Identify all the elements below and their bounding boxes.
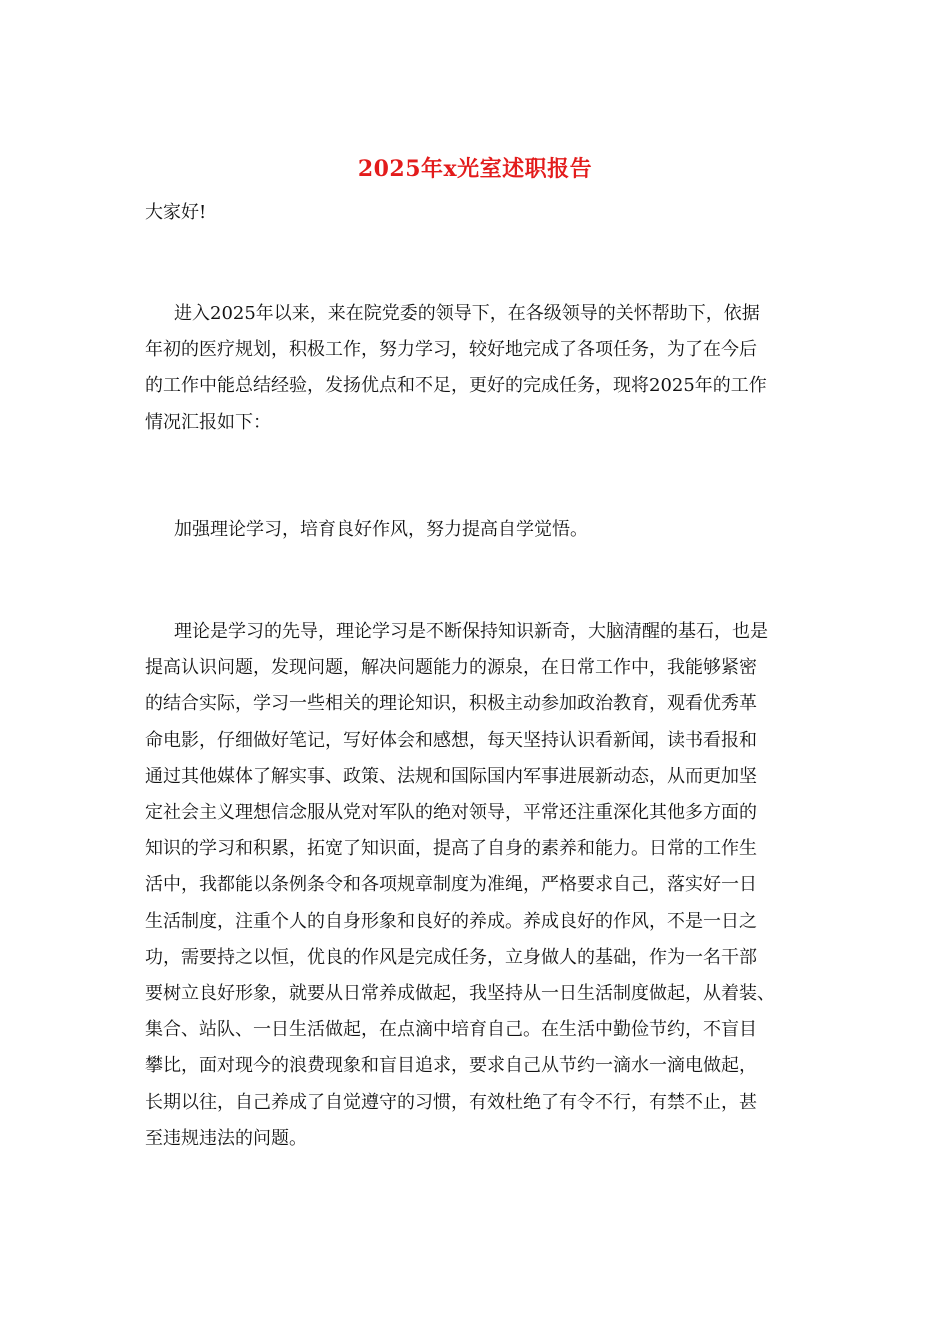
paragraph-line: 年初的医疗规划，积极工作，努力学习，较好地完成了各项任务，为了在今后 bbox=[145, 339, 757, 361]
paragraph-line: 定社会主义理想信念服从党对军队的绝对领导，平常还注重深化其他多方面的 bbox=[145, 802, 757, 824]
paragraph-line: 通过其他媒体了解实事、政策、法规和国际国内军事进展新动态，从而更加坚 bbox=[145, 765, 757, 787]
paragraph-line: 至违规违法的问题。 bbox=[145, 1127, 307, 1149]
paragraph-line: 长期以往，自己养成了自觉遵守的习惯，有效杜绝了有令不行，有禁不止，甚 bbox=[145, 1091, 757, 1113]
paragraph-line: 生活制度，注重个人的自身形象和良好的养成。养成良好的作风，不是一日之 bbox=[145, 910, 757, 932]
paragraph-line: 集合、站队、一日生活做起，在点滴中培育自己。在生活中勤俭节约，不盲目 bbox=[145, 1019, 757, 1041]
document-title: 2025年x光室述职报告 bbox=[357, 156, 593, 182]
paragraph-body bbox=[145, 614, 815, 1157]
paragraph-line: 进入2025年以来，来在院党委的领导下，在各级领导的关怀帮助下，依据 bbox=[174, 303, 760, 324]
paragraph-line: 理论是学习的先导，理论学习是不断保持知识新奇，大脑清醒的基石，也是 bbox=[174, 621, 768, 642]
paragraph-heading bbox=[145, 512, 815, 548]
paragraph-line: 提高认识问题，发现问题，解决问题能力的源泉，在日常工作中，我能够紧密 bbox=[145, 657, 757, 679]
paragraph-line: 要树立良好形象，就要从日常养成做起，我坚持从一日生活制度做起，从着装、 bbox=[145, 983, 775, 1005]
paragraph-line: 的结合实际，学习一些相关的理论知识，积极主动参加政治教育，观看优秀革 bbox=[145, 693, 757, 715]
paragraph-line: 命电影，仔细做好笔记，写好体会和感想，每天坚持认识看新闻，读书看报和 bbox=[145, 729, 757, 751]
paragraph-line: 功，需要持之以恒，优良的作风是完成任务，立身做人的基础，作为一名干部 bbox=[145, 946, 757, 968]
greeting-text: 大家好! bbox=[145, 202, 207, 223]
paragraph-intro bbox=[145, 296, 815, 441]
paragraph-line: 加强理论学习，培育良好作风，努力提高自学觉悟。 bbox=[174, 519, 588, 540]
paragraph-line: 情况汇报如下： bbox=[145, 411, 271, 433]
paragraph-line: 攀比，面对现今的浪费现象和盲目追求，要求自己从节约一滴水一滴电做起， bbox=[145, 1055, 757, 1077]
paragraph-line: 的工作中能总结经验，发扬优点和不足，更好的完成任务，现将2025年的工作 bbox=[145, 375, 767, 397]
paragraph-line: 活中，我都能以条例条令和各项规章制度为准绳，严格要求自己，落实好一日 bbox=[145, 874, 757, 896]
paragraph-line: 知识的学习和积累，拓宽了知识面，提高了自身的素养和能力。日常的工作生 bbox=[145, 838, 757, 860]
